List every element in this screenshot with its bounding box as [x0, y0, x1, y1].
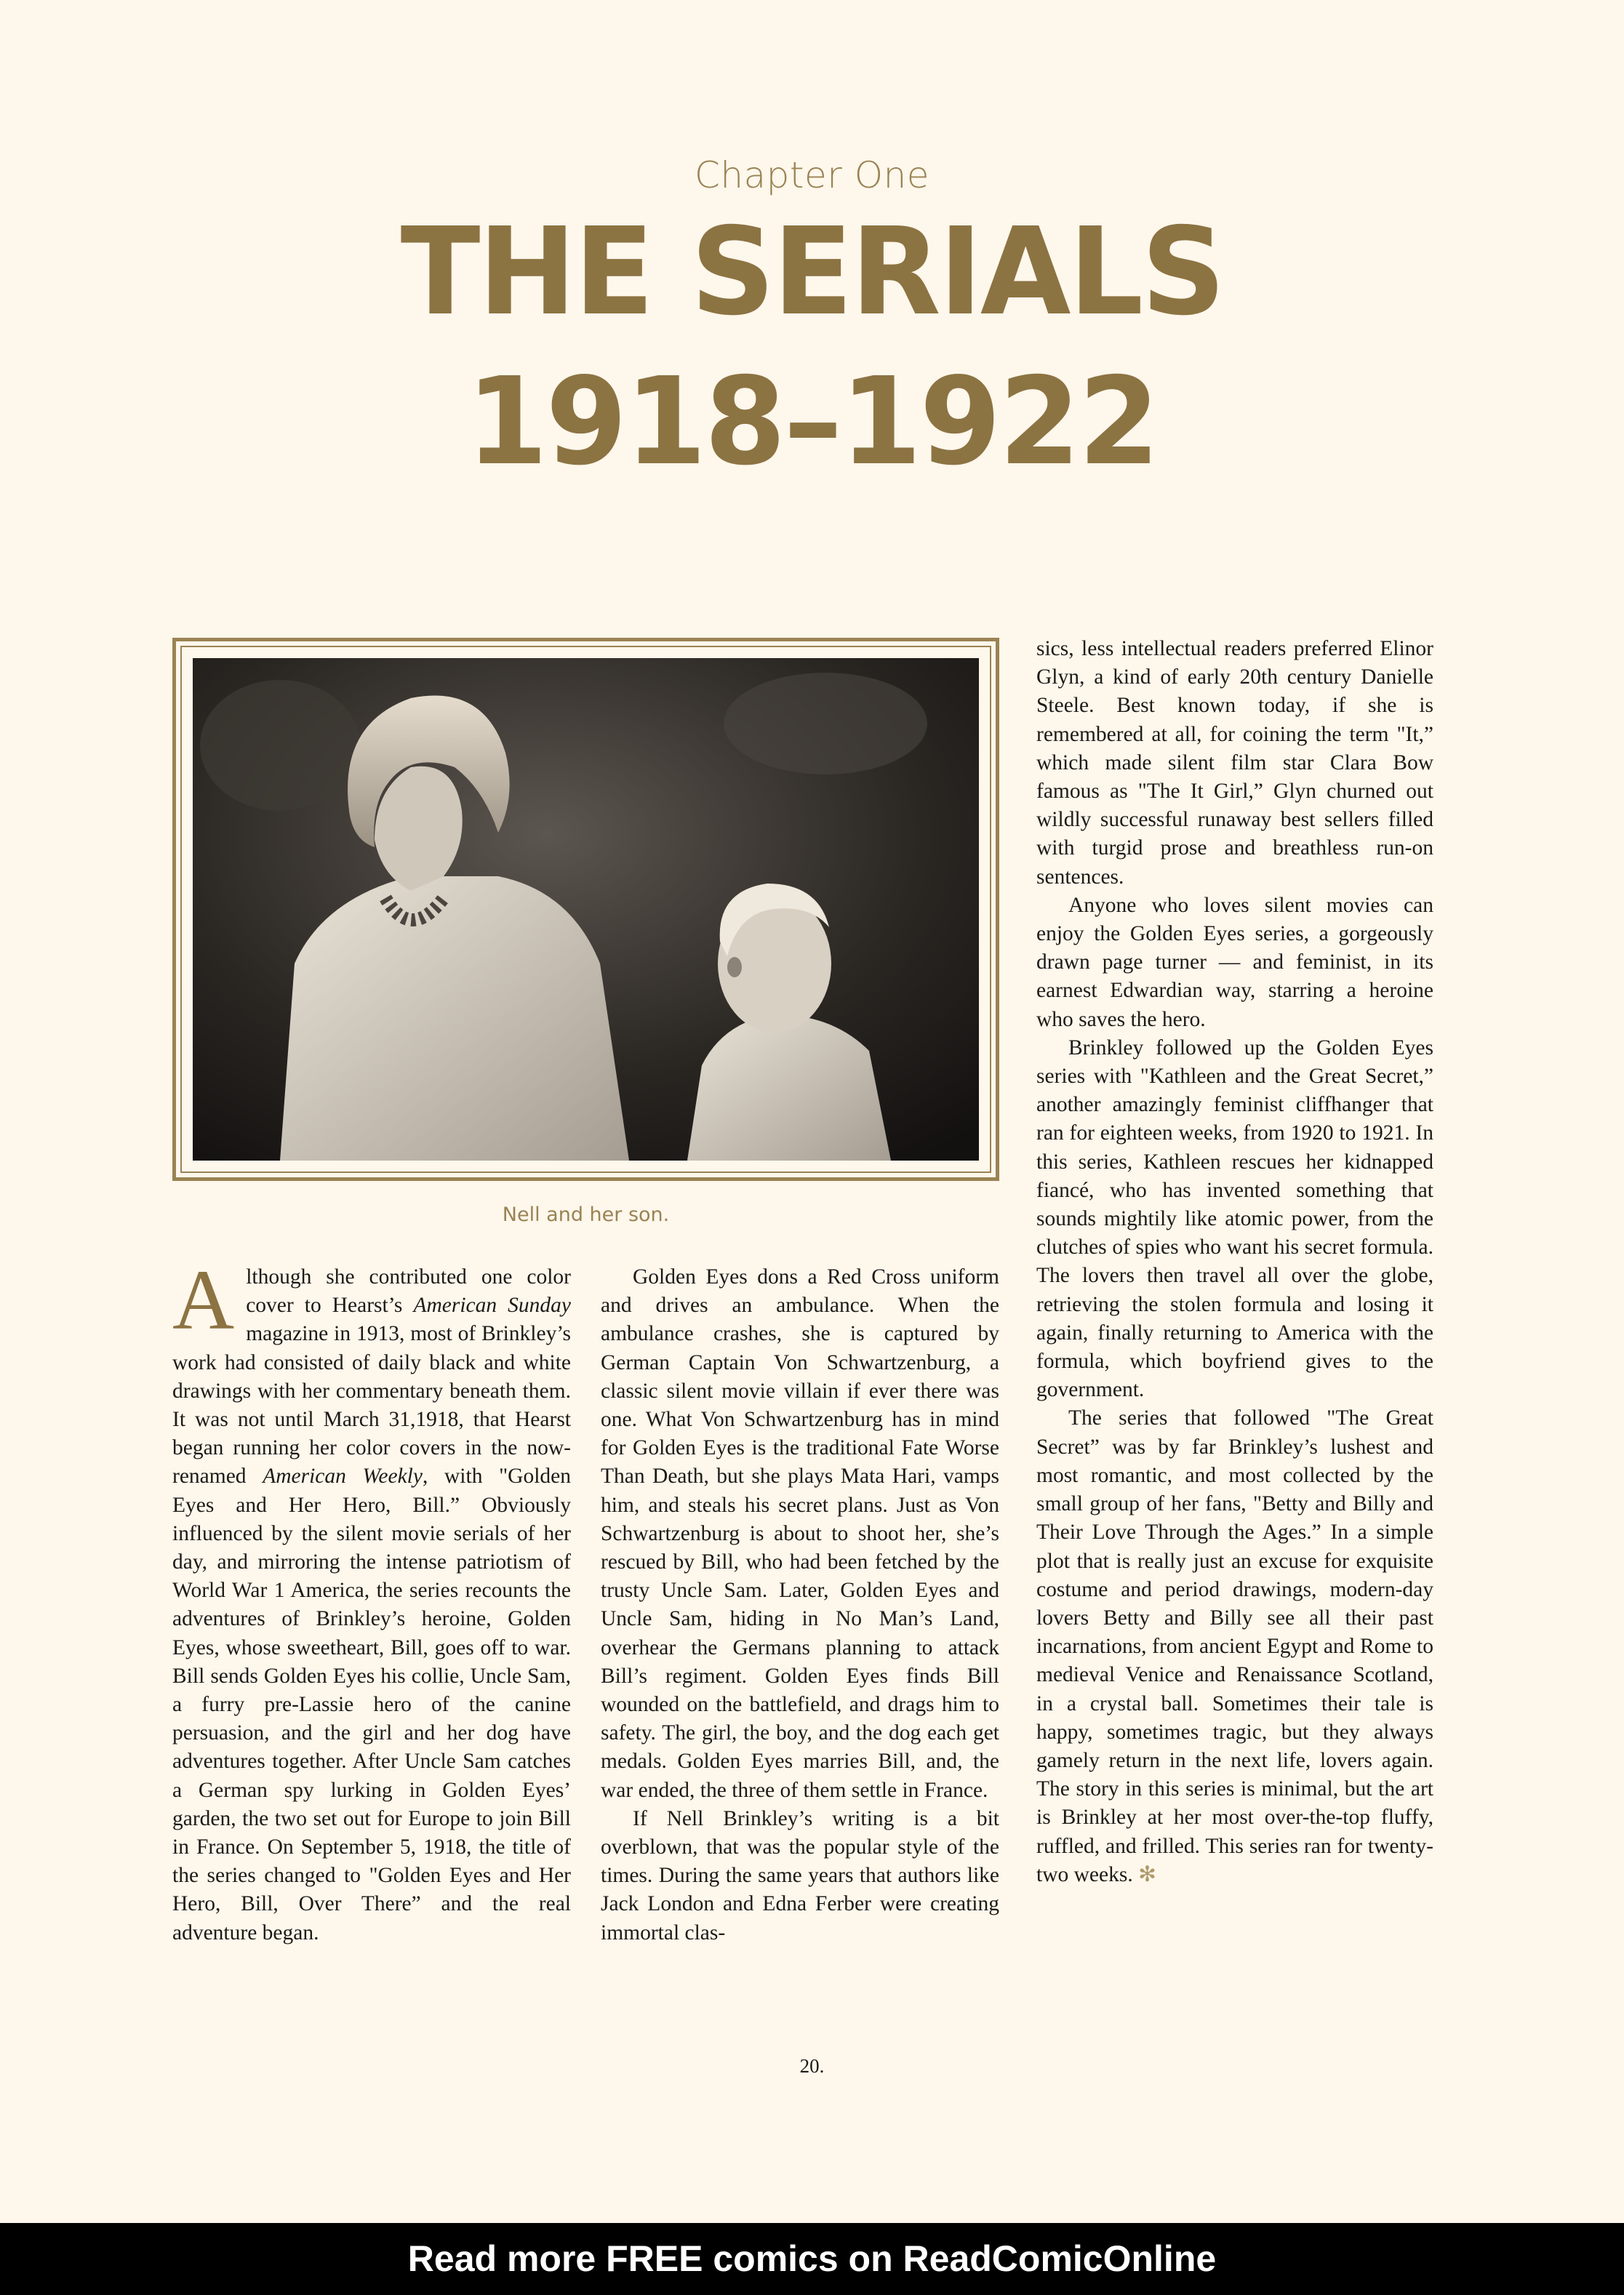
paragraph: Golden Eyes dons a Red Cross uniform and drives an ambulance. When the ambulance crashes, she is captured by German Captain Von Schwartzenburg, a classic silent movie villain if ever there was one. What Von Schwartzenburg has in mind for Golden Eyes is the traditional Fate Worse Than Death, but she plays Mata Hari, vamps him, and steals his secret plans. Just as Von Schwartzenburg is about to shoot her, she’s rescued by Bill, who had been fetched by the trusty Uncle Sam. Later, Golden Eyes and Uncle Sam, hiding in No Man’s Land, overhear the Germans planning to attack Bill’s regiment. Golden Eyes finds Bill wounded on the battlefield, and drags him to safety. The girl, the boy, and the dog each get medals. Golden Eyes marries Bill, and, the war ended, the three of them settle in France.	[601, 1265, 999, 1802]
chapter-years: 1918–1922	[466, 352, 1158, 492]
promo-banner-text[interactable]: Read more FREE comics on ReadComicOnline	[407, 2238, 1217, 2279]
paragraph: Anyone who loves silent movies can enjoy the Golden Eyes series, a gorgeously drawn page turner — and feminist, in its earnest Edwardian way, starring a heroine who saves the hero.	[1036, 893, 1433, 1031]
paragraph: The series that followed "The Great Secret” was by far Brinkley’s lushest and most romantic, and most collected by the small group of her fans, "Betty and Billy and Their Love Through the Ages.” In a simple plot that is really just an excuse for exquisite costume and period drawings, modern-day lovers Betty and Billy see all their past incarnations, from ancient Egypt and Rome to medieval Venice and Renaissance Scotland, in a crystal ball. Sometimes their tale is happy, sometimes tragic, but they always gamely return in the next life, lovers again. The story in this series is minimal, but the art is Brinkley at her most over-the-top fluffy, ruffled, and frilled. This series ran for twenty-two weeks. ✻	[1036, 1406, 1433, 1886]
photo-caption: Nell and her son.	[502, 1203, 670, 1226]
photo-nell-and-son	[193, 658, 979, 1161]
paragraph: Although she contributed one color cover to Hearst’s American Sunday magazine in 1913, most of Brinkley’s work had consisted of daily black and white drawings with her commentary beneath them. It was not until March 31,1918, that Hearst began running her color covers in the now-renamed American Weekly, with "Golden Eyes and Her Hero, Bill.” Obviously influenced by the silent movie serials of her day, and mirroring the intense patriotism of World War 1 America, the series recounts the adventures of Brinkley’s heroine, Golden Eyes, whose sweetheart, Bill, goes off to war. Bill sends Golden Eyes his collie, Uncle Sam, a furry pre-Lassie hero of the canine persuasion, and the girl and her dog have adventures together. After Uncle Sam catches a German spy lurking in Golden Eyes’ garden, the two set out for Europe to join Bill in France. On September 5, 1918, the title of the series changed to "Golden Eyes and Her Hero, Bill, Over There” and the real adventure began.	[172, 1252, 571, 1944]
paragraph: If Nell Brinkley’s writing is a bit overblown, that was the popular style of the times. During the same years that authors like Jack London and Edna Ferber were creating immortal clas-	[601, 1806, 999, 1944]
text-column-3	[1036, 635, 1433, 1889]
end-mark-icon: ✻	[1138, 1862, 1156, 1886]
paragraph: sics, less intellectual readers preferred Elinor Glyn, a kind of early 20th century Danielle Steele. Best known today, if she is remembered at all, for coining the term "It,” which made silent film star Clara Bow famous as "The It Girl,” Glyn churned out wildly successful runaway best sellers filled with turgid prose and breathless run-on sentences.	[1036, 637, 1433, 889]
drop-cap: A	[172, 1252, 235, 1347]
page-number: 20.	[799, 2055, 825, 2077]
chapter-label: Chapter One	[694, 154, 930, 196]
chapter-title: THE SERIALS	[400, 202, 1224, 343]
text-column-2	[601, 1263, 999, 1947]
paragraph: Brinkley followed up the Golden Eyes series with "Kathleen and the Great Secret,” another amazingly feminist cliffhanger that ran for eighteen weeks, from 1920 to 1921. In this series, Kathleen rescues her kidnapped fiancé, who has invented something that sounds mightily like atomic power, from the clutches of spies who want his secret formula. The lovers then travel all over the globe, retrieving the stolen formula and losing it again, finally returning to America with the formula, which boyfriend gives to the government.	[1036, 1036, 1433, 1402]
text-column-1	[172, 1252, 571, 1947]
promo-banner[interactable]	[0, 2223, 1624, 2295]
photo-frame	[172, 638, 999, 1181]
